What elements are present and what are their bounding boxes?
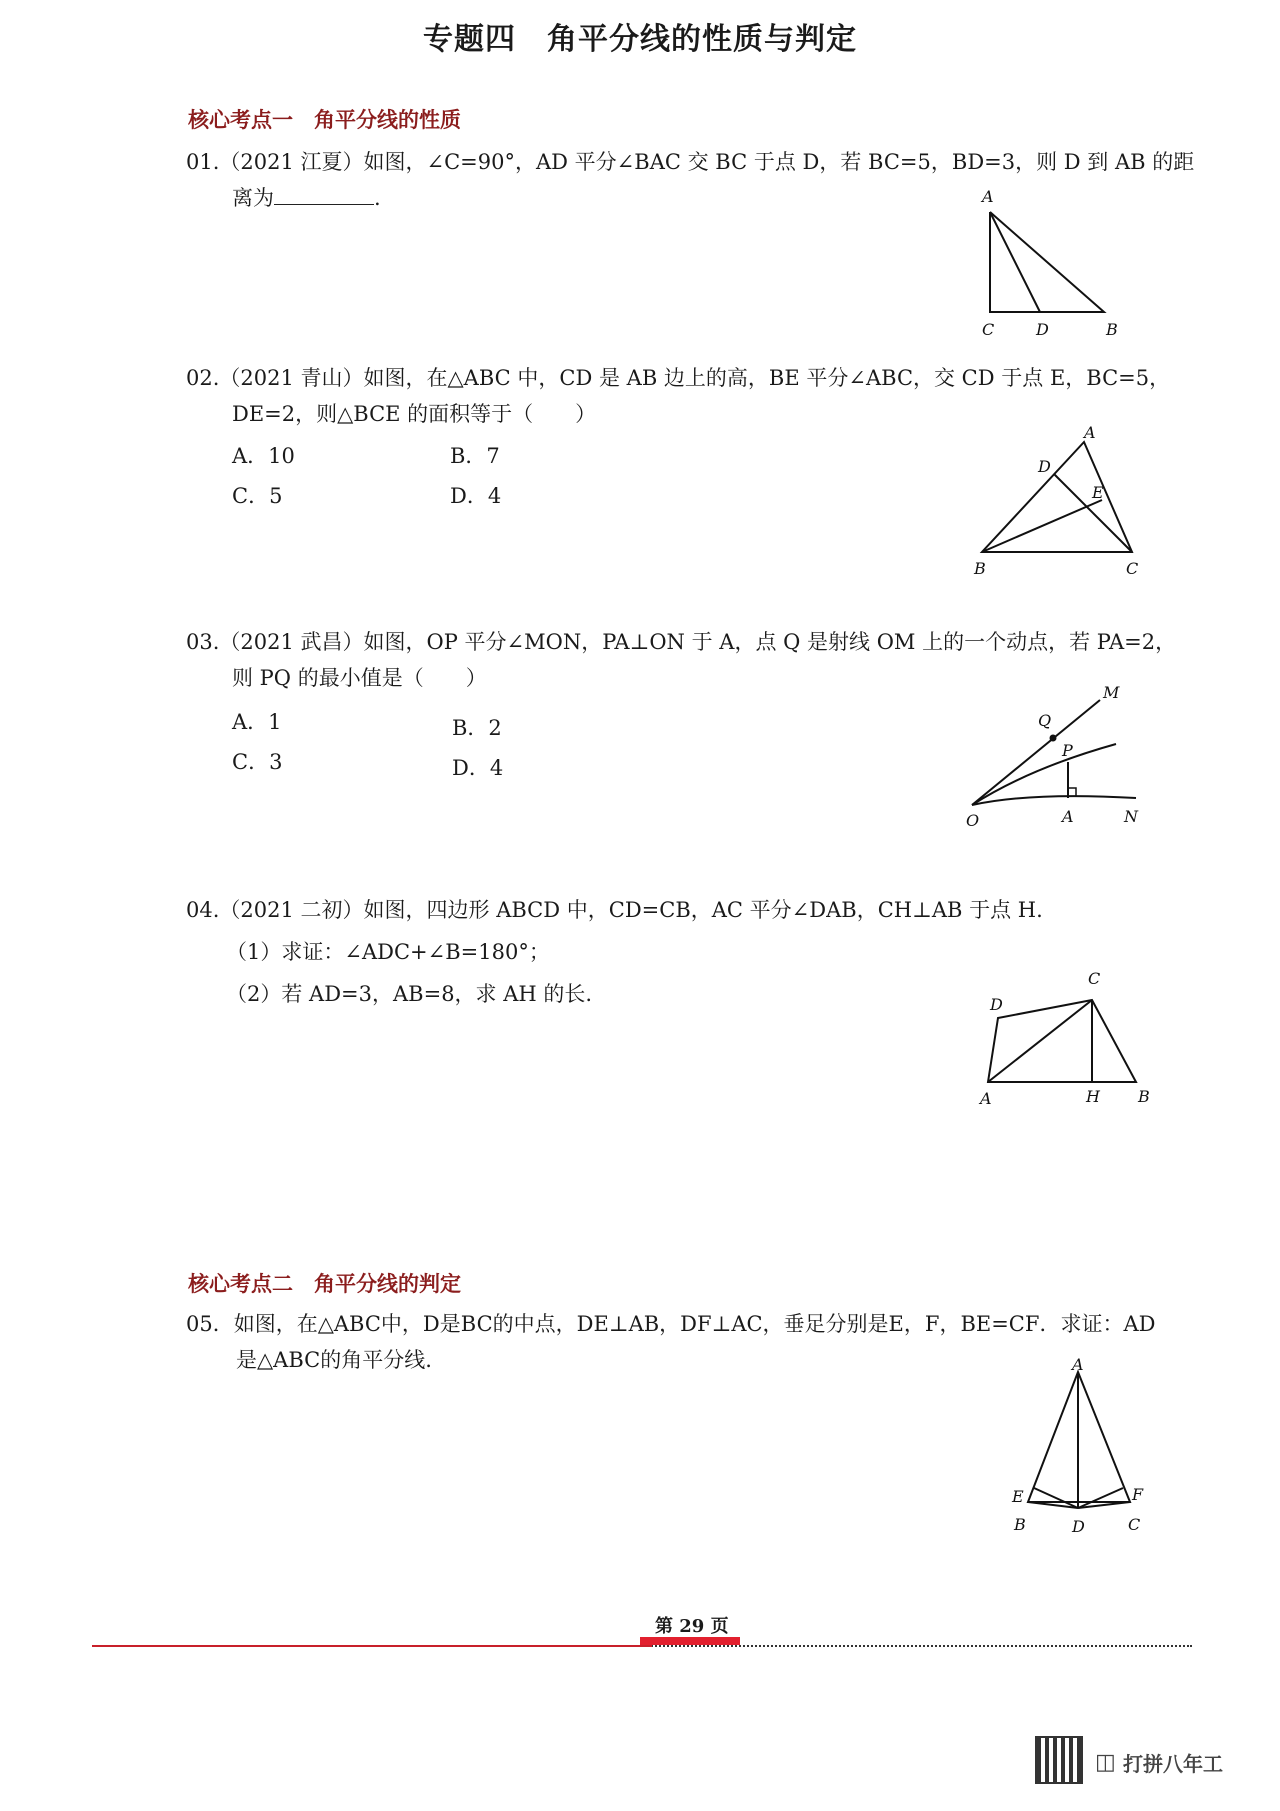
figure-q3 <box>960 680 1160 830</box>
label-c: C <box>1088 969 1101 988</box>
watermark-text: 打拼八年工 <box>1123 1752 1223 1776</box>
logo-icon: ◫ <box>1095 1750 1116 1775</box>
label-b: B <box>1138 1087 1150 1106</box>
label-n: N <box>1124 807 1138 826</box>
figure-q4 <box>960 960 1160 1110</box>
label-c: C <box>1126 559 1139 578</box>
label-c: C <box>982 320 995 339</box>
label-e: E <box>1092 483 1104 502</box>
figure-q1 <box>960 180 1140 350</box>
question-3-option-c[interactable]: C．3 <box>232 750 283 774</box>
label-d: D <box>1036 320 1049 339</box>
question-2-line2: DE=2，则△BCE 的面积等于（ ） <box>232 402 597 426</box>
label-e: E <box>1012 1487 1024 1506</box>
question-1-line2 <box>232 180 381 216</box>
qr-code-icon <box>1035 1736 1083 1784</box>
question-1-line1: 01.（2021 江夏）如图，∠C=90°，AD 平分∠BAC 交 BC 于点 D，若 BC=5，BD=3，则 D 到 AB 的距 <box>186 150 1195 174</box>
label-b: B <box>1106 320 1118 339</box>
label-o: O <box>966 811 980 830</box>
label-f: F <box>1132 1485 1144 1504</box>
footer-red-rule <box>92 1645 652 1647</box>
question-1-prefix: 离为 <box>232 186 274 210</box>
question-2-option-a[interactable]: A．10 <box>232 444 295 468</box>
page-number: 第 29 页 <box>655 1616 729 1637</box>
page-title: 专题四 角平分线的性质与判定 <box>423 22 857 57</box>
question-5-line1: 05．如图，在△ABC中，D是BC的中点，DE⊥AB，DF⊥AC，垂足分别是E，F，BE=CF．求证：AD <box>186 1312 1156 1336</box>
label-h: H <box>1086 1087 1100 1106</box>
label-d: D <box>990 995 1003 1014</box>
label-a: A <box>1072 1355 1084 1374</box>
label-b: B <box>974 559 986 578</box>
label-b: B <box>1014 1515 1026 1534</box>
figure-q5 <box>1000 1350 1170 1550</box>
label-a: A <box>980 1089 992 1108</box>
label-d: D <box>1072 1517 1085 1536</box>
label-d: D <box>1038 457 1051 476</box>
label-a: A <box>1062 807 1074 826</box>
question-2-option-b[interactable]: B．7 <box>450 444 500 468</box>
label-m: M <box>1103 683 1120 702</box>
question-2-option-d[interactable]: D．4 <box>450 484 502 508</box>
section-heading-1: 核心考点一 角平分线的性质 <box>188 108 461 132</box>
question-3-option-a[interactable]: A．1 <box>232 710 282 734</box>
label-a: A <box>982 187 994 206</box>
footer-red-mark <box>640 1637 740 1645</box>
question-4-line1: 04.（2021 二初）如图，四边形 ABCD 中，CD=CB，AC 平分∠DAB，CH⊥AB 于点 H. <box>186 898 1043 922</box>
question-4-part1: （1）求证：∠ADC+∠B=180°； <box>226 940 550 964</box>
section-heading-2: 核心考点二 角平分线的判定 <box>188 1272 461 1296</box>
question-3-line1: 03.（2021 武昌）如图，OP 平分∠MON，PA⊥ON 于 A，点 Q 是射线 OM 上的一个动点，若 PA=2， <box>186 630 1177 654</box>
question-1-suffix: . <box>374 186 381 210</box>
answer-blank[interactable] <box>274 186 374 205</box>
watermark <box>1035 1732 1250 1790</box>
label-a: A <box>1084 423 1096 442</box>
question-5-line2: 是△ABC的角平分线. <box>236 1348 432 1372</box>
question-4-part2: （2）若 AD=3，AB=8，求 AH 的长. <box>226 982 593 1006</box>
label-q: Q <box>1038 711 1052 730</box>
question-3-option-b[interactable]: B．2 <box>452 716 502 740</box>
label-p: P <box>1062 741 1073 760</box>
question-3-line2: 则 PQ 的最小值是（ ） <box>232 666 487 690</box>
question-2-line1: 02.（2021 青山）如图，在△ABC 中，CD 是 AB 边上的高，BE 平分∠ABC，交 CD 于点 E，BC=5， <box>186 366 1171 390</box>
question-3-option-d[interactable]: D．4 <box>452 756 504 780</box>
figure-q2 <box>960 420 1150 590</box>
label-c: C <box>1128 1515 1141 1534</box>
question-2-option-c[interactable]: C．5 <box>232 484 283 508</box>
